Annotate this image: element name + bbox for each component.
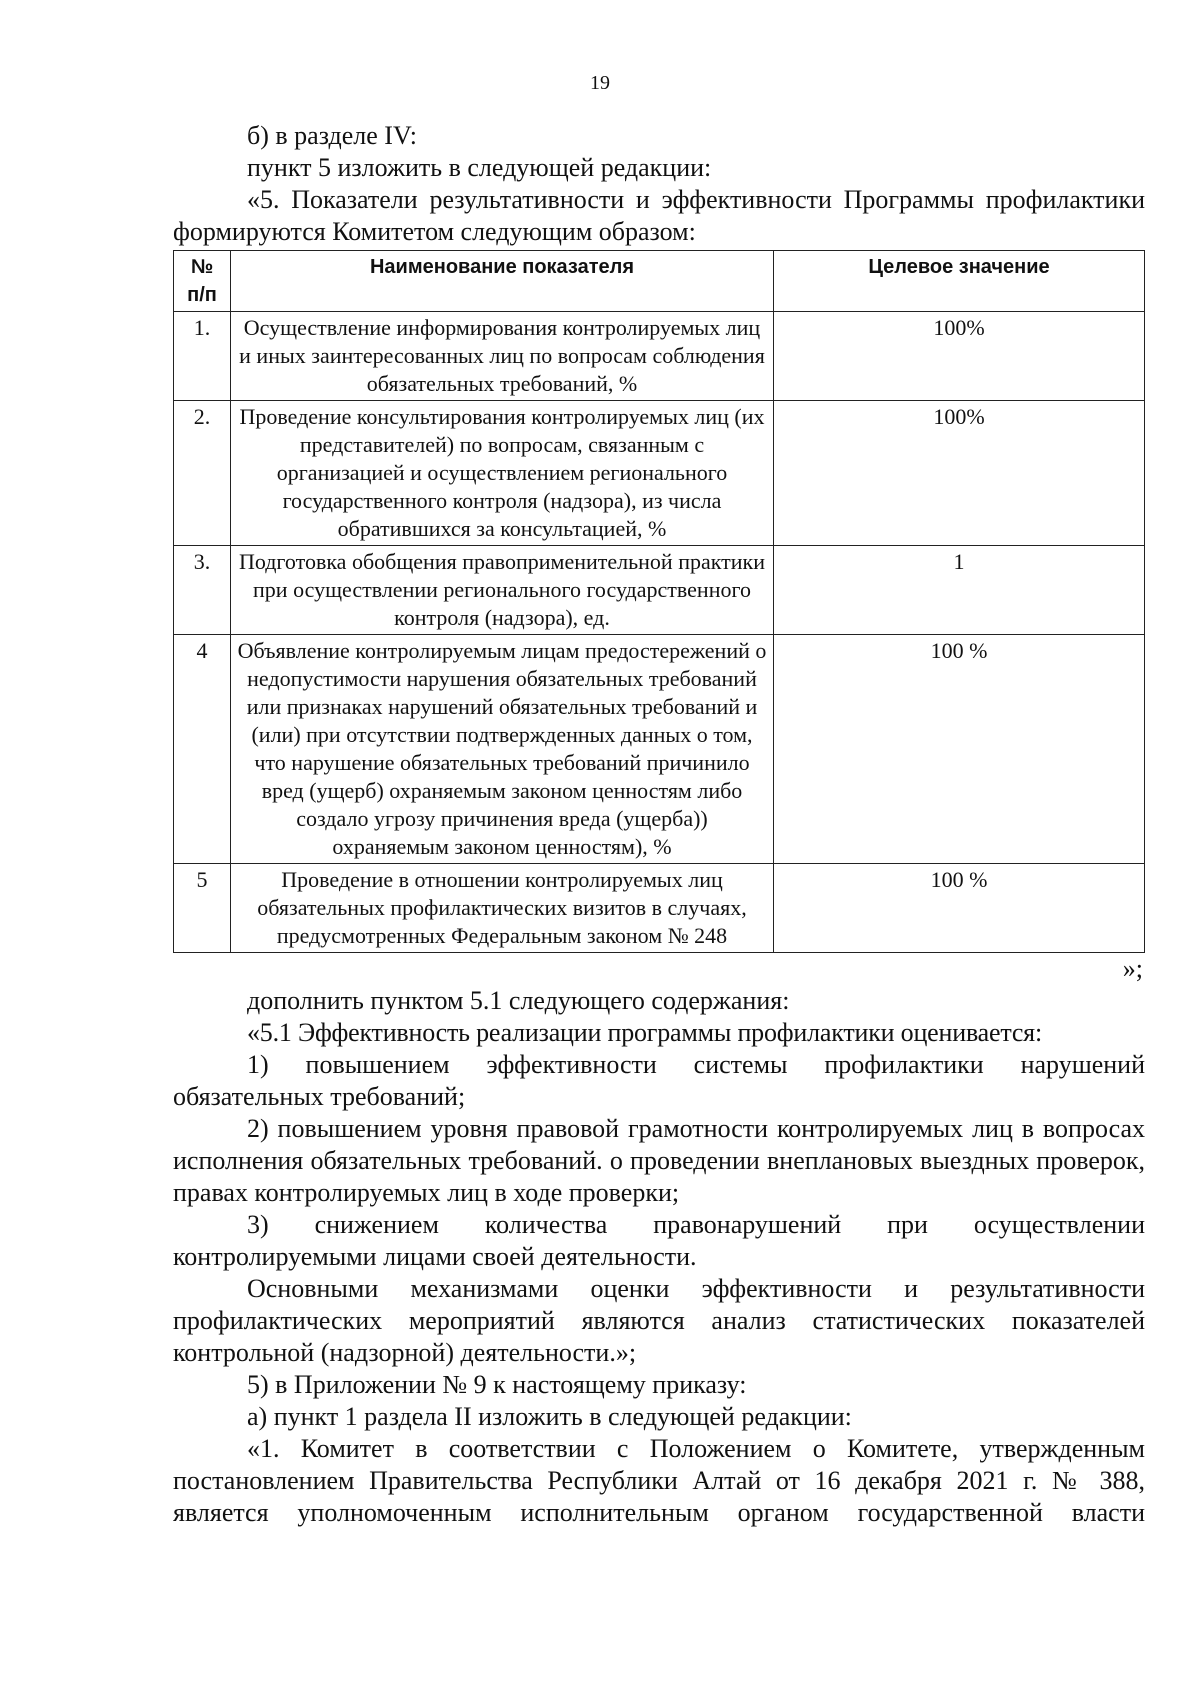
header-number: № п/п xyxy=(174,251,231,312)
paragraph-item-5-intro: пункт 5 изложить в следующей редакции: xyxy=(247,153,712,182)
paragraph-mechanisms: Основными механизмами оценки эффективности и результативности профилактических мероприятий являются анализ статистических показателей контрольной (надзорной) деятельности.»; xyxy=(173,1274,1145,1367)
paragraph-add-5-1: дополнить пунктом 5.1 следующего содержания: xyxy=(247,986,790,1015)
row-target-value: 100 % xyxy=(774,635,1145,864)
table-closing-quote: »; xyxy=(1122,954,1143,983)
paragraph-5-1-text: «5.1 Эффективность реализации программы профилактики оценивается: xyxy=(247,1018,1042,1047)
table-row xyxy=(174,864,1145,953)
row-indicator-name: Подготовка обобщения правоприменительной практики при осуществлении регионального государственного контроля (надзора), ед. xyxy=(231,546,774,635)
header-indicator-name: Наименование показателя xyxy=(231,251,774,312)
row-number: 5 xyxy=(174,864,231,953)
table-row xyxy=(174,312,1145,401)
row-indicator-name: Объявление контролируемым лицам предостережений о недопустимости нарушения обязательных требований или признаках нарушений обязательных требований и (или) при отсутствии подтвержденных данных о том, что нарушение обязательных требований причинило вред (ущерб) охраняемым законом ценностям либо создало угрозу причинения вреда (ущерба)) охраняемым законом ценностям), % xyxy=(231,635,774,864)
paragraph-section-iv: б) в разделе IV: xyxy=(247,121,418,150)
table-row xyxy=(174,635,1145,864)
table-row xyxy=(174,546,1145,635)
row-indicator-name: Проведение в отношении контролируемых лиц обязательных профилактических визитов в случаях, предусмотренных Федеральным законом № 248 xyxy=(231,864,774,953)
row-target-value: 100% xyxy=(774,401,1145,546)
paragraph-list-item-1: 1) повышением эффективности системы профилактики нарушений обязательных требований; xyxy=(173,1050,1145,1111)
document-body xyxy=(173,120,1145,1529)
row-number: 4 xyxy=(174,635,231,864)
row-target-value: 100% xyxy=(774,312,1145,401)
paragraph-list-item-2: 2) повышением уровня правовой грамотности контролируемых лиц в вопросах исполнения обязательных требований. о проведении внеплановых выездных проверок, правах контролируемых лиц в ходе проверки; xyxy=(173,1114,1145,1207)
header-target-value: Целевое значение xyxy=(774,251,1145,312)
paragraph-committee-text: «1. Комитет в соответствии с Положением о Комитете, утвержденным постановлением Правительства Республики Алтай от 16 декабря 2021 г. № 388, является уполномоченным исполнительным органом государственной власти xyxy=(173,1434,1145,1527)
row-indicator-name: Осуществление информирования контролируемых лиц и иных заинтересованных лиц по вопросам соблюдения обязательных требований, % xyxy=(231,312,774,401)
page-number: 19 xyxy=(590,72,610,94)
paragraph-appendix-9: 5) в Приложении № 9 к настоящему приказу: xyxy=(247,1370,747,1399)
table-header-row xyxy=(174,251,1145,312)
paragraph-list-item-3: 3) снижением количества правонарушений при осуществлении контролируемыми лицами своей деятельности. xyxy=(173,1210,1145,1271)
row-number: 3. xyxy=(174,546,231,635)
paragraph-item-5-text: «5. Показатели результативности и эффективности Программы профилактики формируются Комитетом следующим образом: xyxy=(173,185,1145,246)
table-row xyxy=(174,401,1145,546)
paragraph-section-ii-item-1: а) пункт 1 раздела II изложить в следующей редакции: xyxy=(247,1402,852,1431)
row-target-value: 1 xyxy=(774,546,1145,635)
row-number: 2. xyxy=(174,401,231,546)
row-target-value: 100 % xyxy=(774,864,1145,953)
indicators-table xyxy=(173,250,1145,953)
row-indicator-name: Проведение консультирования контролируемых лиц (их представителей) по вопросам, связанным с организацией и осуществлением регионального государственного контроля (надзора), из числа обратившихся за консультацией, % xyxy=(231,401,774,546)
row-number: 1. xyxy=(174,312,231,401)
